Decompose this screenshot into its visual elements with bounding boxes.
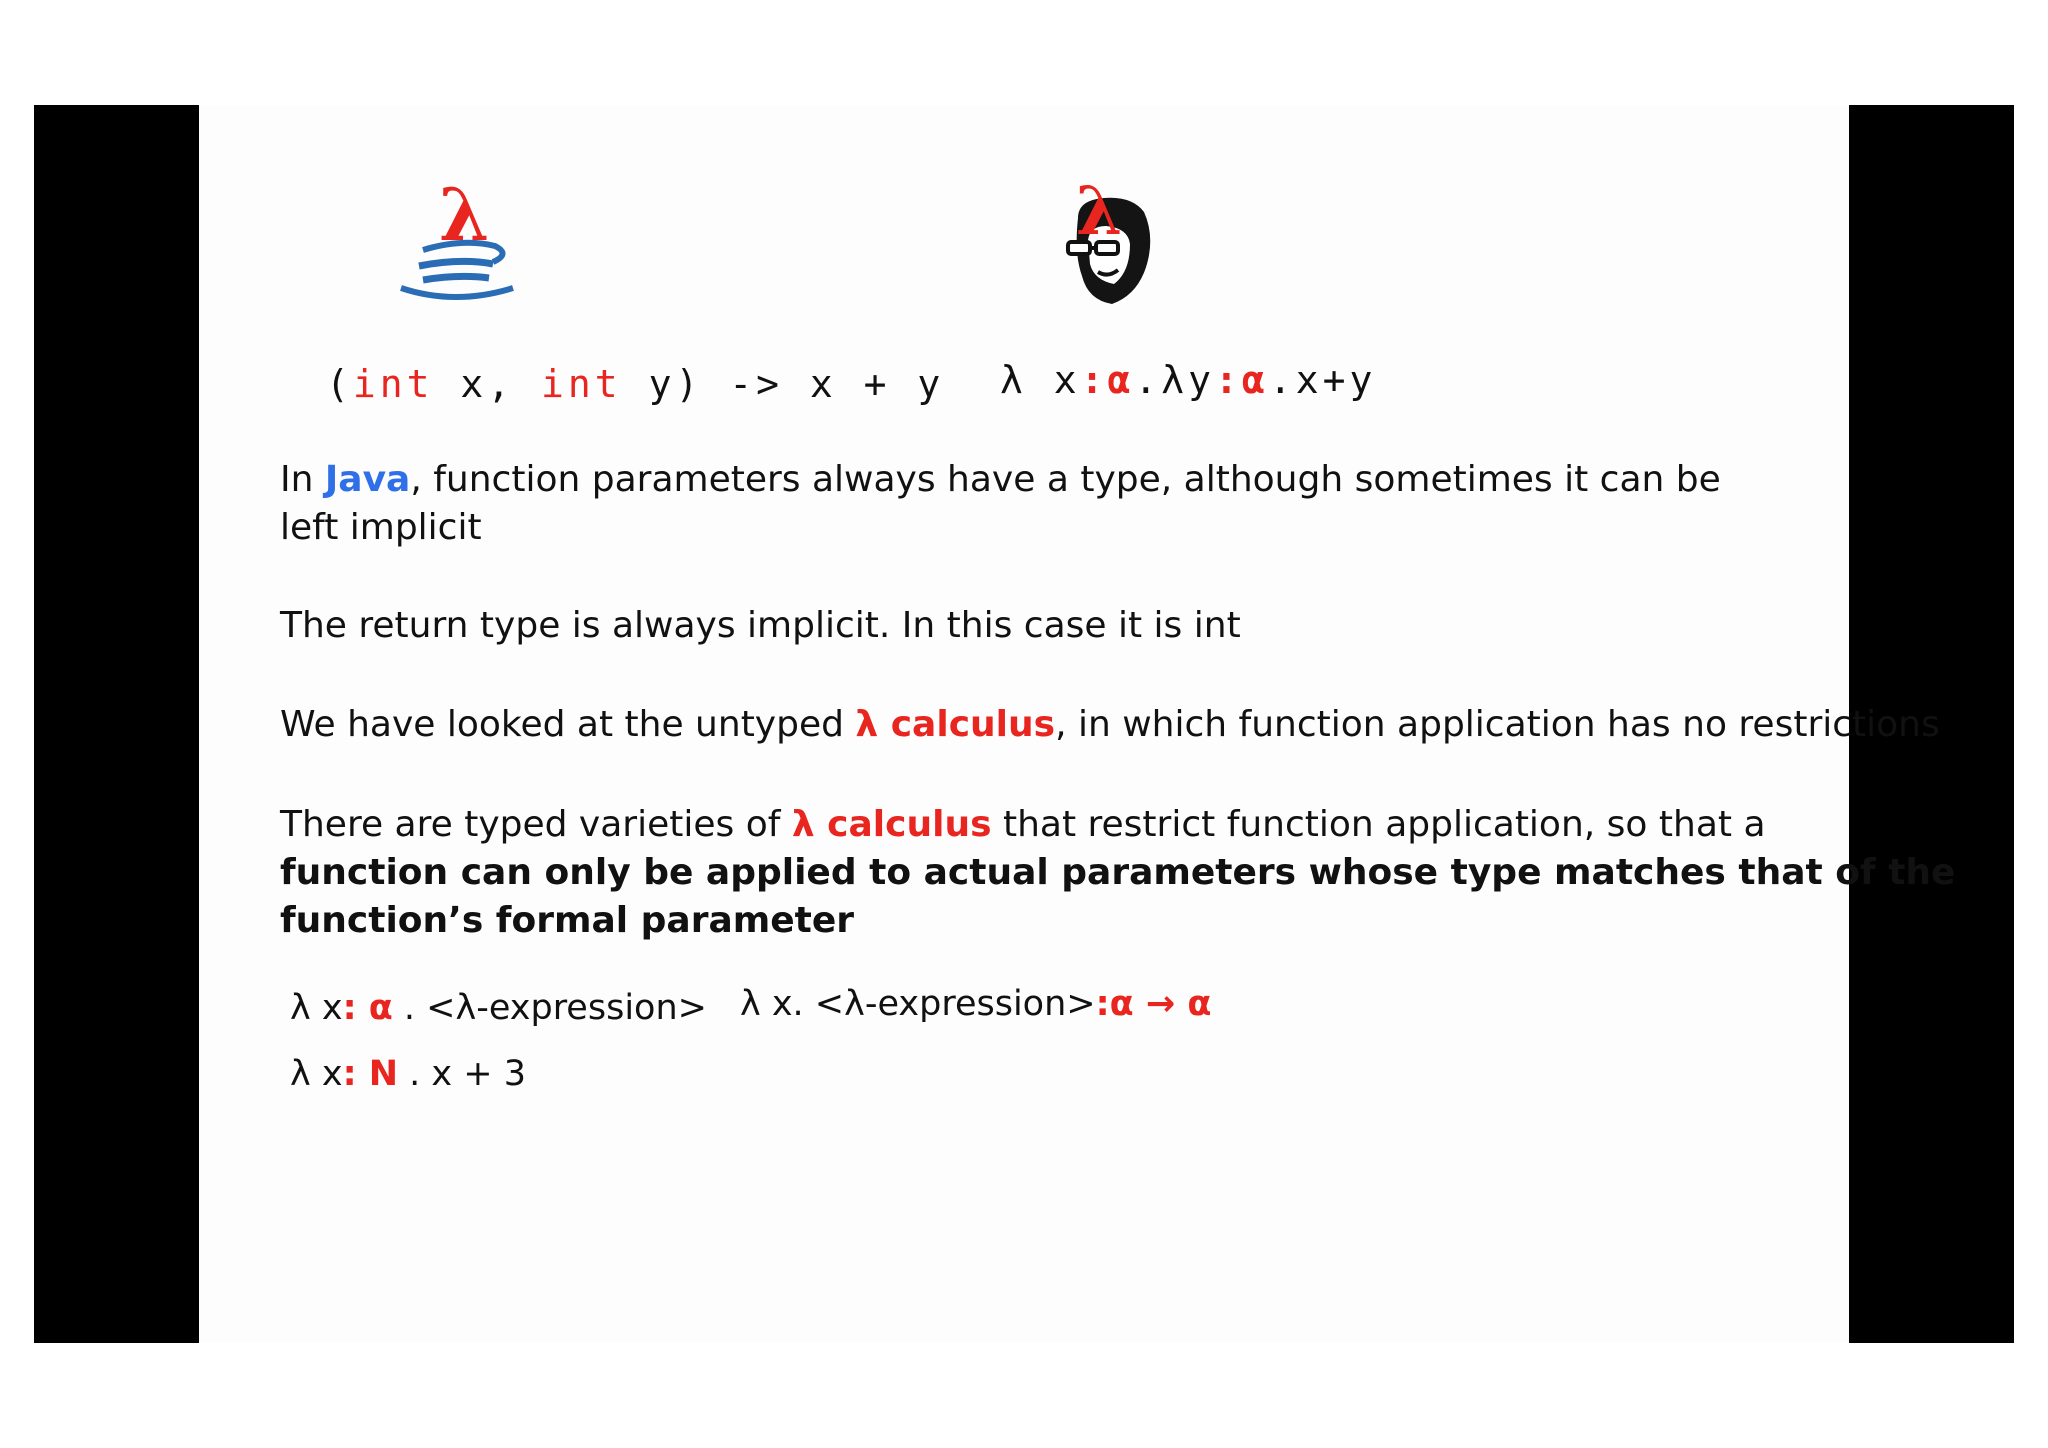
code-open-paren: ( — [326, 362, 353, 406]
paragraph-untyped-calculus — [280, 701, 1940, 749]
p2-text: The return type is always implicit. In this case it is int — [280, 605, 1241, 646]
lambda-part-3: .x+y — [1268, 358, 1377, 402]
paragraph-typed-calculus — [280, 801, 1955, 945]
lambda-type-1: :α — [1080, 358, 1135, 402]
lambda-part-1: λ x — [1000, 358, 1081, 402]
p4-bold-line2: function’s formal parameter — [280, 900, 855, 941]
typed-lambda-code — [1000, 358, 1376, 402]
e1-pre: λ x — [290, 988, 343, 1028]
expression-typed-abstraction — [290, 988, 707, 1028]
java-lambda-logo — [395, 172, 530, 312]
lambda-calculus-term: λ calculus — [855, 704, 1056, 745]
left-letterbox-bar — [34, 105, 199, 1343]
paragraph-return-type — [280, 602, 1241, 650]
church-lambda-portrait-logo — [1058, 172, 1168, 312]
p1-prefix: In — [280, 459, 325, 500]
java-logo-lambda-glyph: λ — [439, 172, 490, 257]
p4-suffix: that restrict function application, so that a — [991, 804, 1766, 845]
paragraph-java-parameters — [280, 456, 1721, 552]
e1-post: . <λ-expression> — [392, 988, 707, 1028]
e2-type: :α → α — [1095, 984, 1212, 1024]
e1-type: α — [356, 988, 393, 1028]
e3-type: N — [356, 1054, 399, 1094]
e3-colon: : — [342, 1054, 357, 1094]
p3-prefix: We have looked at the untyped — [280, 704, 856, 745]
java-link-text: Java — [324, 459, 411, 500]
java-lambda-code — [326, 362, 944, 406]
p4-prefix: There are typed varieties of — [280, 804, 792, 845]
expression-natural-example — [290, 1054, 526, 1094]
e3-post: . x + 3 — [398, 1054, 526, 1094]
code-int-keyword: int — [541, 362, 622, 406]
p1-suffix: , function parameters always have a type, although sometimes it can be — [410, 459, 1721, 500]
p4-bold-line1: function can only be applied to actual parameters whose type matches that of the — [280, 852, 1956, 893]
p1-line2: left implicit — [280, 507, 482, 548]
code-rest: y) -> x + y — [621, 362, 945, 406]
code-param-x: x, — [433, 362, 542, 406]
expression-function-type — [740, 984, 1211, 1024]
e1-colon: : — [342, 988, 357, 1028]
church-logo-lambda-glyph: λ — [1076, 172, 1123, 250]
lambda-type-2: :α — [1215, 358, 1269, 402]
lambda-calculus-term: λ calculus — [791, 804, 992, 845]
code-int-keyword: int — [352, 362, 434, 406]
e2-pre: λ x. <λ-expression> — [740, 984, 1096, 1024]
p3-suffix: , in which function application has no restrictions — [1055, 704, 1940, 745]
e3-pre: λ x — [290, 1054, 343, 1094]
lambda-part-2: .λy — [1134, 358, 1216, 402]
